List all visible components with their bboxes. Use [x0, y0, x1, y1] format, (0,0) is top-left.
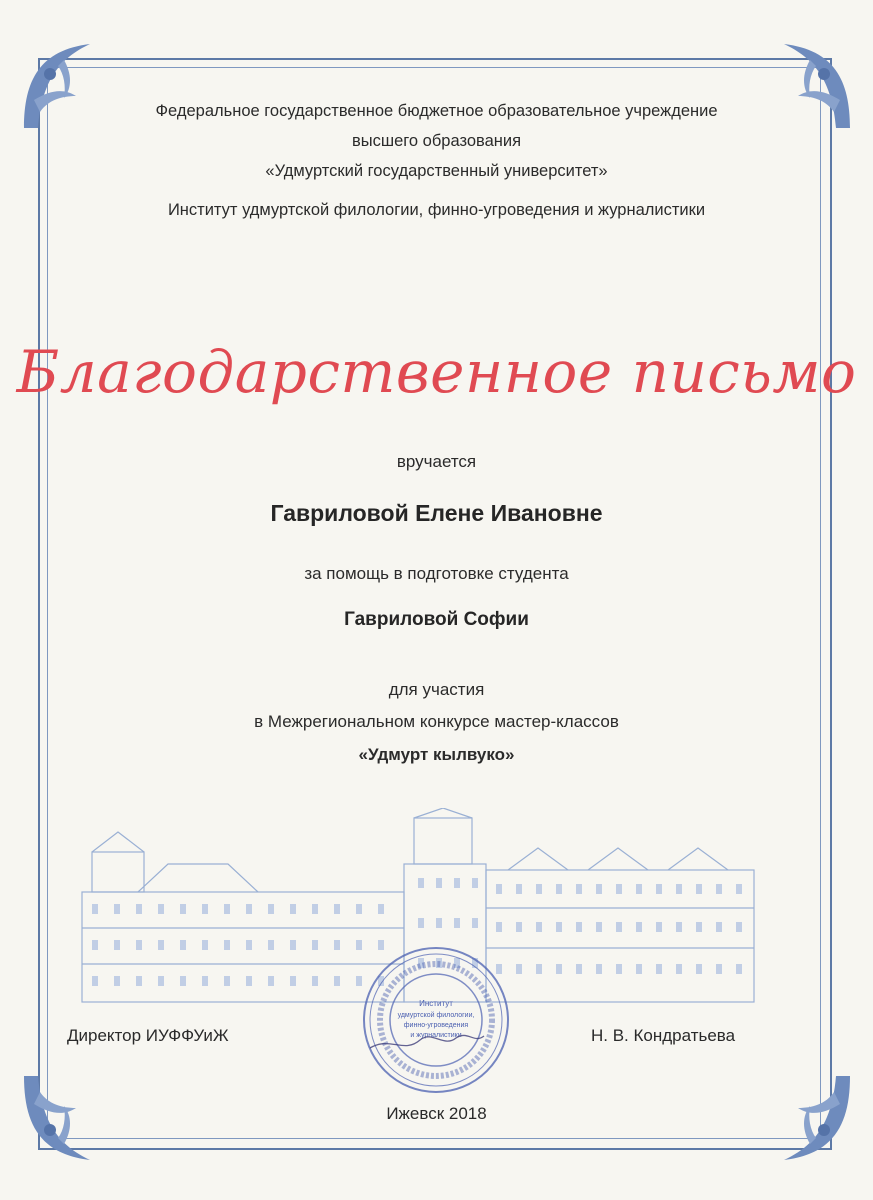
building-window — [246, 976, 252, 986]
building-window — [268, 940, 274, 950]
building-window — [246, 904, 252, 914]
building-window — [616, 964, 622, 974]
contest-text: в Межрегиональном конкурсе мастер-классов — [254, 712, 619, 731]
building-window — [290, 940, 296, 950]
building-window — [496, 922, 502, 932]
building-window — [556, 964, 562, 974]
building-window — [418, 918, 424, 928]
building-window — [92, 940, 98, 950]
building-window — [536, 964, 542, 974]
building-window — [596, 964, 602, 974]
building-window — [616, 884, 622, 894]
header-line-1: Федеральное государственное бюджетное образовательное учреждение — [155, 102, 718, 120]
building-window — [656, 884, 662, 894]
signer-name: Н. В. Кондратьева — [591, 1026, 736, 1045]
building-window — [656, 964, 662, 974]
building-window — [436, 878, 442, 888]
student-name: Гавриловой Софии — [344, 609, 529, 630]
building-window — [576, 884, 582, 894]
building-window — [596, 884, 602, 894]
header-line-2: высшего образования — [351, 132, 522, 150]
building-window — [312, 904, 318, 914]
building-window — [92, 976, 98, 986]
building-window — [636, 964, 642, 974]
seal-text-2: удмуртской филологии, — [397, 1012, 475, 1019]
building-window — [246, 940, 252, 950]
building-window — [158, 904, 164, 914]
building-window — [536, 884, 542, 894]
building-window — [312, 976, 318, 986]
building-window — [576, 922, 582, 932]
building-window — [454, 878, 460, 888]
building-window — [556, 884, 562, 894]
building-window — [576, 964, 582, 974]
building-window — [696, 964, 702, 974]
building-window — [596, 922, 602, 932]
building-window — [454, 918, 460, 928]
seal-text-1: Институт — [419, 999, 453, 1008]
building-window — [180, 940, 186, 950]
building-window — [536, 922, 542, 932]
building-window — [636, 884, 642, 894]
building-window — [736, 884, 742, 894]
building-window — [696, 884, 702, 894]
building-window — [556, 922, 562, 932]
building-window — [334, 976, 340, 986]
participation-text: для участия — [388, 680, 485, 699]
building-window — [716, 922, 722, 932]
building-window — [334, 940, 340, 950]
building-window — [158, 940, 164, 950]
header-line-3: «Удмуртский государственный университет» — [265, 162, 608, 180]
document-title: Благодарственное письмо — [16, 338, 857, 406]
building-window — [676, 922, 682, 932]
building-window — [136, 976, 142, 986]
building-window — [736, 964, 742, 974]
building-window — [158, 976, 164, 986]
building-window — [378, 904, 384, 914]
building-window — [676, 884, 682, 894]
building-window — [224, 904, 230, 914]
building-window — [202, 940, 208, 950]
seal-text-4: и журналистики — [410, 1032, 462, 1039]
building-window — [716, 884, 722, 894]
building-window — [224, 976, 230, 986]
building-window — [290, 904, 296, 914]
building-window — [180, 976, 186, 986]
building-window — [92, 904, 98, 914]
building-window — [696, 922, 702, 932]
building-window — [716, 964, 722, 974]
building-window — [224, 940, 230, 950]
building-window — [202, 976, 208, 986]
recipient-name: Гавриловой Елене Ивановне — [270, 500, 603, 526]
building-window — [676, 964, 682, 974]
reason-text: за помощь в подготовке студента — [304, 564, 569, 583]
building-window — [472, 878, 478, 888]
building-window — [202, 904, 208, 914]
building-window — [656, 922, 662, 932]
building-window — [736, 922, 742, 932]
building-window — [616, 922, 622, 932]
place-and-year: Ижевск 2018 — [386, 1104, 487, 1123]
building-window — [436, 918, 442, 928]
awarded-label: вручается — [396, 452, 477, 471]
building-window — [334, 904, 340, 914]
contest-name: «Удмурт кылвуко» — [358, 745, 515, 764]
building-window — [516, 964, 522, 974]
building-window — [356, 904, 362, 914]
building-window — [312, 940, 318, 950]
building-window — [496, 884, 502, 894]
building-window — [418, 878, 424, 888]
building-window — [180, 904, 186, 914]
building-window — [268, 904, 274, 914]
building-window — [516, 922, 522, 932]
building-window — [114, 976, 120, 986]
building-window — [268, 976, 274, 986]
building-window — [136, 904, 142, 914]
building-window — [472, 918, 478, 928]
building-window — [290, 976, 296, 986]
institute-name: Институт удмуртской филологии, финно-угроведения и журналистики — [167, 201, 706, 219]
building-window — [114, 904, 120, 914]
director-title: Директор ИУФФУиЖ — [67, 1026, 229, 1045]
building-window — [114, 940, 120, 950]
seal-text-3: финно-угроведения — [403, 1022, 469, 1029]
building-window — [516, 884, 522, 894]
building-window — [136, 940, 142, 950]
round-seal-stamp-icon — [360, 944, 512, 1096]
building-window — [636, 922, 642, 932]
